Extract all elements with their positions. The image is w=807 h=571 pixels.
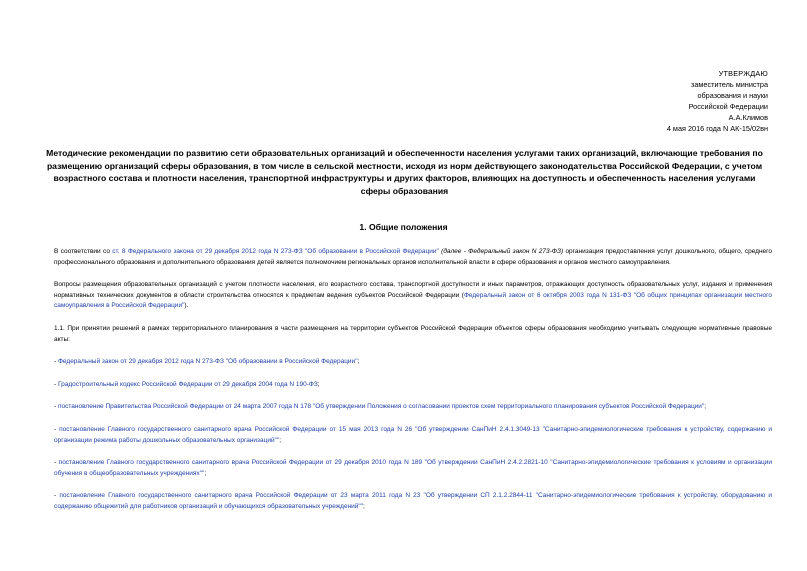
- list-item: [54, 458, 772, 479]
- list-item: [54, 357, 772, 368]
- paragraph-text: ).: [184, 302, 189, 310]
- section-heading: 1. Общие положения: [359, 222, 448, 232]
- list-marker: -: [54, 380, 58, 388]
- list-item: [54, 491, 772, 512]
- list-item: [54, 425, 772, 446]
- paragraph-2: [54, 280, 772, 312]
- list-punct: ;: [363, 502, 365, 510]
- paragraph-text: В соответствии со: [54, 248, 113, 255]
- paragraph-text: организация предоставления услуг дошкольного, общего, среднего профессионального образования и дополнительного образования детей является полномочием региональных органов исполнительной власти в сфере образования и органов местного самоуправления.: [54, 248, 772, 266]
- list-punct: ;: [279, 436, 282, 444]
- list-item-link[interactable]: постановление Главного государственного санитарного врача Российской Федерации от 23 марта 2011 года N 23 "Об утверждении СП 2.1.2.2844-11 "Санитарно-эпидемиологические требования к устройству, оборудованию и содержанию общежитий для работников организаций и обучающихся образовательных учреждений"": [54, 492, 772, 510]
- list-punct: ;: [204, 469, 207, 477]
- list-punct: ;: [704, 403, 707, 411]
- list-item-link[interactable]: постановление Правительства Российской Федерации от 24 марта 2007 года N 178 "Об утверждении Положения о согласовании проектов схем территориального планирования субъектов Российской Федерации": [57, 403, 705, 411]
- paragraph-text: Вопросы размещения образовательных организаций с учетом плотности населения, его возрастного состава, транспортной доступности и иных параметров, отражающих доступность образовательных услуг, издания и применения нормативных технических документов в области строительства относятся к предметам ведения субъектов Российской Федерации (: [54, 281, 772, 299]
- list-marker: -: [54, 403, 58, 411]
- list-marker: -: [54, 425, 60, 433]
- law-link-273fz-art8[interactable]: ст. 8 Федерального закона от 29 декабря 2012 года N 273-ФЗ "Об образовании в Российской Федерации": [112, 248, 439, 255]
- approval-line: образования и науки: [697, 91, 768, 100]
- law-link-131fz[interactable]: Федеральный закон от 6 октября 2003 года N 131-ФЗ "Об общих принципах организации местного самоуправления в Российской Федерации": [54, 291, 772, 310]
- document-title: Методические рекомендации по развитию сети образовательных организаций и обеспеченности населения услугами таких организаций, включающие требования по размещению организаций сферы образования, в том числе в сельской местности, исходя из норм действующего законодательства Российской Федерации, с учетом возрастного состава и плотности населения, транспортной инфраструктуры и других факторов, влияющих на доступность и обеспеченность населения услугами сферы образования: [46, 148, 763, 196]
- list-item: [54, 402, 772, 413]
- list-marker: -: [54, 459, 59, 467]
- list-item-link[interactable]: Федеральный закон от 29 декабря 2012 года N 273-ФЗ "Об образовании в Российской Федерации": [57, 358, 358, 366]
- paragraph-3: 1.1. При принятии решений в рамках территориального планирования в части размещения на территории субъектов Российской Федерации объектов сферы образования необходимо учитывать следующие нормативные правовые акты:: [54, 324, 772, 343]
- list-punct: ;: [357, 358, 360, 366]
- approval-block: [548, 68, 768, 134]
- approval-signatory: А.А.Климов: [728, 113, 768, 122]
- approval-line: Российской Федерации: [688, 102, 768, 111]
- list-item-link[interactable]: постановление Главного государственного санитарного врача Российской Федерации от 15 мая 2013 года N 26 "Об утверждении СанПиН 2.4.1.3049-13 "Санитарно-эпидемиологические требования к устройству, содержанию и организации режима работы дошкольных образовательных организаций"": [54, 425, 772, 444]
- list-punct: ;: [317, 380, 320, 388]
- list-marker: -: [54, 358, 58, 366]
- paragraph-1: [54, 247, 772, 268]
- list-item: [54, 380, 772, 391]
- approval-line: заместитель министра: [690, 80, 768, 89]
- document-body: [54, 247, 772, 525]
- list-item-link[interactable]: Градостроительный кодекс Российской Федерации от 29 декабря 2004 года N 190-ФЗ: [57, 380, 318, 388]
- list-item-link[interactable]: постановление Главного государственного санитарного врача Российской Федерации от 29 декабря 2010 года N 189 "Об утверждении СанПиН 2.4.2.2821-10 "Санитарно-эпидемиологические требования к условиям и организации обучения в общеобразовательных учреждениях"": [54, 459, 772, 477]
- paragraph-note: (далее - Федеральный закон N 273-ФЗ): [438, 248, 564, 255]
- approval-heading: УТВЕРЖДАЮ: [718, 69, 768, 78]
- list-marker: -: [54, 492, 60, 500]
- approval-date: 4 мая 2016 года N АК-15/02вн: [666, 124, 768, 133]
